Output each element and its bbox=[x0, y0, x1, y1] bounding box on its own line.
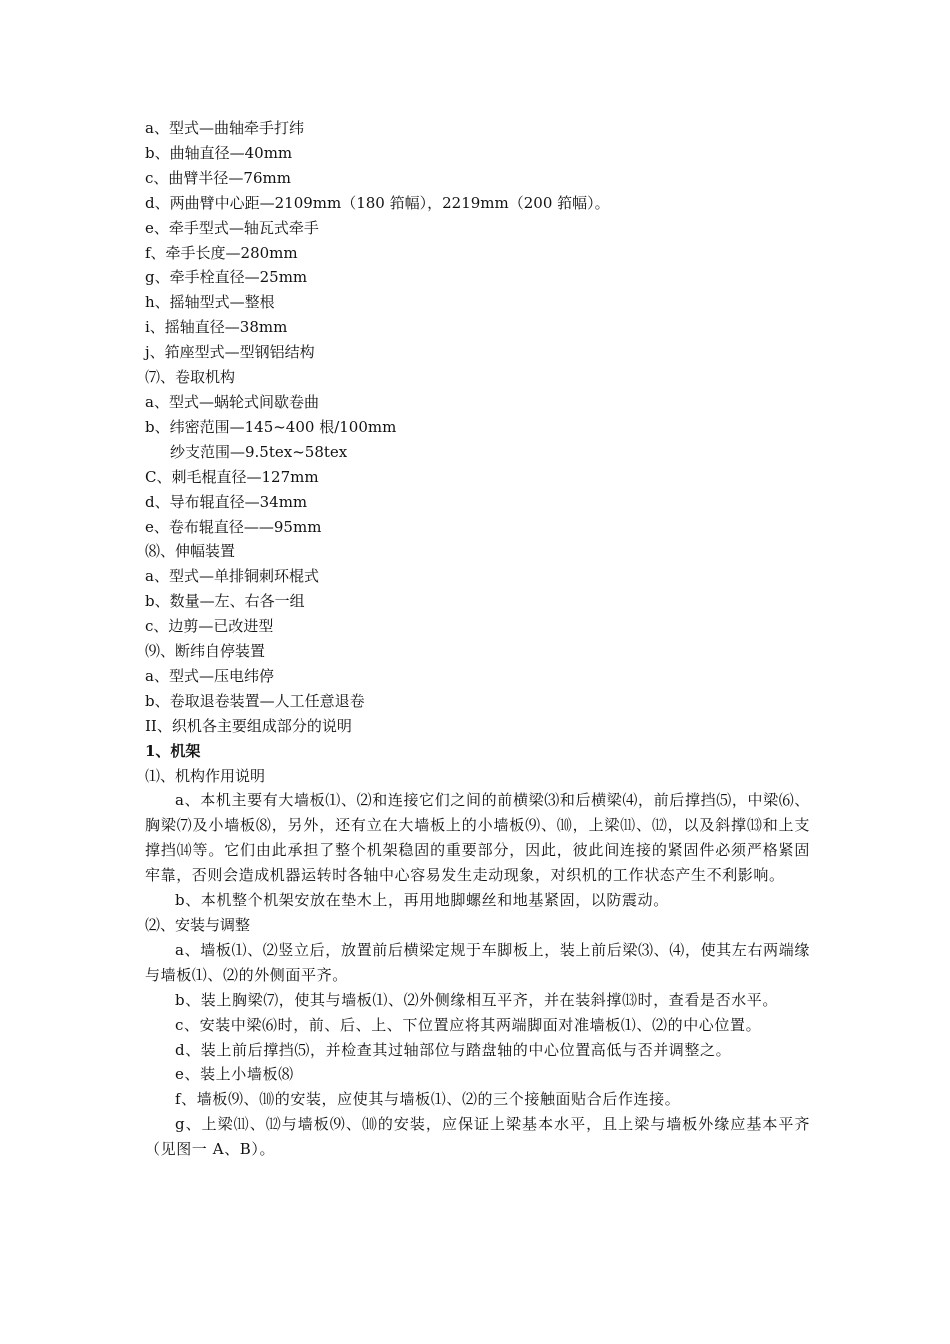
subsection-heading: ⑵、安装与调整 bbox=[145, 916, 251, 934]
spec-line: a、型式—单排铜刺环棍式 bbox=[145, 567, 319, 586]
paragraph: g、上梁⑾、⑿与墙板⑼、⑽的安装，应保证上梁基本水平，且上梁与墙板外缘应基本平齐（见图一 A、B）。 bbox=[145, 1115, 810, 1159]
spec-line: a、型式—曲轴牵手打纬 bbox=[145, 119, 304, 137]
chapter-heading: II、织机各主要组成部分的说明 bbox=[145, 716, 352, 735]
spec-line: b、纬密范围—145~400 根/100mm bbox=[145, 417, 397, 436]
spec-line: i、摇轴直径—38mm bbox=[145, 318, 288, 337]
paragraph: a、墙板⑴、⑵竖立后，放置前后横梁定规于车脚板上，装上前后梁⑶、⑷，使其左右两端缘与墙板⑴、⑵的外侧面平齐。 bbox=[145, 940, 810, 984]
spec-line: c、曲臂半径—76mm bbox=[145, 168, 291, 187]
subsection-heading: ⑴、机构作用说明 bbox=[145, 766, 266, 785]
spec-line: c、边剪—已改进型 bbox=[145, 617, 274, 636]
spec-line: b、卷取退卷装置—人工任意退卷 bbox=[145, 691, 365, 710]
spec-line: a、型式—蜗轮式间歇卷曲 bbox=[145, 392, 319, 411]
document-body bbox=[145, 116, 810, 1162]
section-heading: ⑼、断纬自停装置 bbox=[145, 642, 266, 661]
spec-line: d、两曲臂中心距—2109mm（180 筘幅），2219mm（200 筘幅）。 bbox=[145, 193, 610, 212]
spec-line: e、卷布辊直径——95mm bbox=[145, 517, 322, 536]
paragraph: f、墙板⑼、⑽的安装，应使其与墙板⑴、⑵的三个接触面贴合后作连接。 bbox=[175, 1090, 681, 1109]
spec-line: j、筘座型式—型钢铝结构 bbox=[145, 343, 315, 362]
paragraph: e、装上小墙板⑻ bbox=[175, 1065, 294, 1084]
spec-line: a、型式—压电纬停 bbox=[145, 666, 274, 685]
paragraph: d、装上前后撑挡⑸，并检查其过轴部位与踏盘轴的中心位置高低与否并调整之。 bbox=[175, 1040, 732, 1059]
spec-line: e、牵手型式—轴瓦式牵手 bbox=[145, 218, 319, 237]
paragraph: b、本机整个机架安放在垫木上，再用地脚螺丝和地基紧固，以防震动。 bbox=[175, 891, 669, 910]
spec-line: h、摇轴型式—整根 bbox=[145, 293, 275, 312]
section-heading: ⑻、伸幅装置 bbox=[145, 542, 236, 561]
spec-line: C、刺毛棍直径—127mm bbox=[145, 467, 319, 486]
spec-line: d、导布辊直径—34mm bbox=[145, 492, 308, 511]
spec-line: b、数量—左、右各一组 bbox=[145, 592, 305, 611]
paragraph: c、安装中梁⑹时，前、后、上、下位置应将其两端脚面对准墙板⑴、⑵的中心位置。 bbox=[175, 1015, 762, 1034]
spec-line: g、牵手栓直径—25mm bbox=[145, 268, 308, 287]
spec-line: f、牵手长度—280mm bbox=[145, 243, 298, 262]
paragraph: b、装上胸梁⑺，使其与墙板⑴、⑵外侧缘相互平齐，并在装斜撑⒀时，查看是否水平。 bbox=[175, 990, 779, 1009]
paragraph: a、本机主要有大墙板⑴、⑵和连接它们之间的前横梁⑶和后横梁⑷，前后撑挡⑸，中梁⑹、胸梁⑺及小墙板⑻，另外，还有立在大墙板上的小墙板⑼、⑽，上梁⑾、⑿，以及斜撑⒀和上支撑挡⒁等。它们由此承担了整个机架稳固的重要部分，因此，彼此间连接的紧固件必须严格紧固牢靠，否则会造成机器运转时各轴中心容易发生走动现象，对织机的工作状态产生不利影响。 bbox=[145, 791, 810, 885]
spec-line: b、曲轴直径—40mm bbox=[145, 143, 293, 162]
section-heading: ⑺、卷取机构 bbox=[145, 368, 236, 387]
spec-line: 纱支范围—9.5tex~58tex bbox=[170, 442, 348, 461]
section-heading: 1、机架 bbox=[145, 741, 201, 760]
